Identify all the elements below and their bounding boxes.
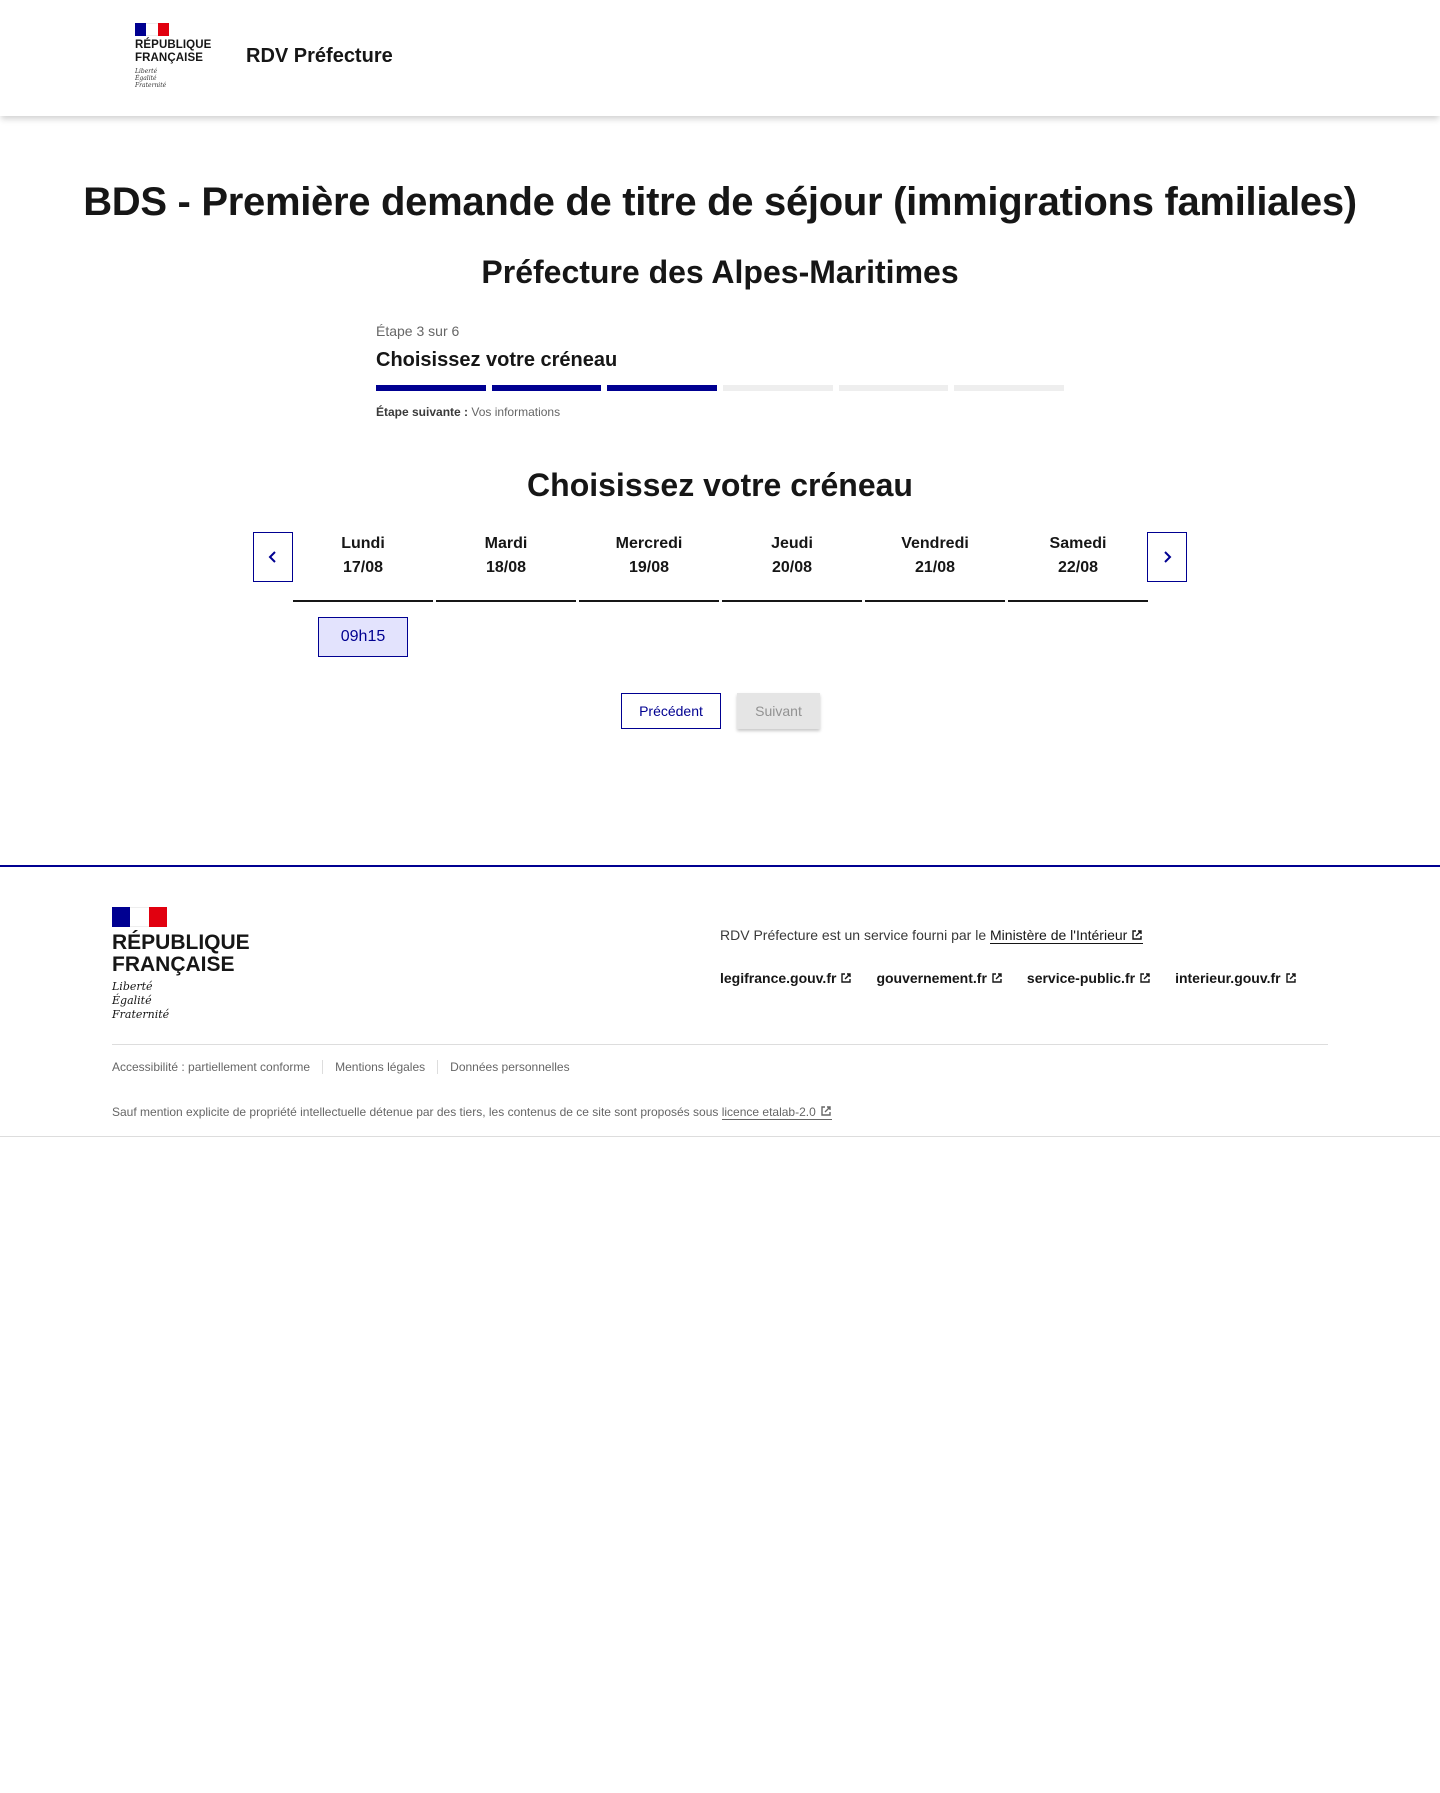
step-bar-2 — [492, 385, 602, 391]
footer-link-service-public[interactable]: service-public.fr — [1027, 970, 1151, 986]
step-next-value: Vos informations — [471, 405, 561, 419]
step-bar-1 — [376, 385, 486, 391]
footer-external-links — [720, 970, 1297, 986]
calendar-day-date: 19/08 — [628, 559, 670, 576]
footer-logo-text-line1: RÉPUBLIQUE — [112, 931, 250, 954]
external-link-icon — [840, 972, 852, 984]
step-next-label: Étape suivante : — [376, 405, 469, 419]
logo-text-line1: RÉPUBLIQUE — [135, 39, 212, 51]
external-link-icon — [1285, 972, 1297, 984]
external-link-icon — [1139, 972, 1151, 984]
footer-legal-text: Sauf mention explicite de propriété intellectuelle détenue par des tiers, les contenus de ce site sont proposés sous — [112, 1105, 719, 1119]
footer-bottom-link[interactable]: Accessibilité : partiellement conforme — [112, 1060, 311, 1074]
marianne-flag-icon — [135, 23, 169, 36]
site-name[interactable]: RDV Préfecture — [246, 45, 393, 67]
chevron-right-icon — [1160, 550, 1174, 564]
footer-logo-motto: Liberté Égalité Fraternité — [112, 980, 170, 1021]
calendar-day-date: 18/08 — [485, 559, 527, 576]
stepper — [376, 323, 1064, 419]
marianne-flag-icon — [112, 907, 167, 927]
footer-link-interieur[interactable]: interieur.gouv.fr — [1175, 970, 1297, 986]
footer-bottom-links — [112, 1060, 582, 1074]
footer-description-text: RDV Préfecture est un service fourni par le — [720, 927, 987, 943]
calendar-day-column — [293, 532, 433, 602]
calendar-day-name: Jeudi — [771, 535, 813, 552]
calendar-day-name: Lundi — [341, 535, 385, 552]
licence-etalab-link[interactable]: licence etalab-2.0 — [722, 1105, 832, 1120]
step-bar-5 — [839, 385, 949, 391]
footer-link-gouvernement[interactable]: gouvernement.fr — [876, 970, 1002, 986]
footer-description — [720, 927, 1143, 943]
calendar-day-name: Vendredi — [901, 535, 969, 552]
footer-legal-notice — [112, 1105, 832, 1119]
footer-bottom-link[interactable]: Mentions légales — [322, 1060, 437, 1074]
step-bar-6 — [954, 385, 1064, 391]
page-title: BDS - Première demande de titre de séjour (immigrations familiales) — [83, 180, 1357, 224]
footer-logo-text-line2: FRANÇAISE — [112, 953, 235, 976]
step-bar-4 — [723, 385, 833, 391]
next-button-disabled: Suivant — [737, 693, 820, 729]
site-header — [0, 0, 1440, 116]
footer-bottom-link[interactable]: Données personnelles — [437, 1060, 581, 1074]
step-count: Étape 3 sur 6 — [376, 323, 460, 339]
ministere-interieur-link[interactable]: Ministère de l'Intérieur — [990, 927, 1143, 944]
calendar-day-column — [579, 532, 719, 602]
calendar-day-column — [1008, 532, 1148, 602]
calendar-day-date: 22/08 — [1057, 559, 1099, 576]
logo-text-line2: FRANÇAISE — [135, 52, 203, 64]
footer-link-legifrance[interactable]: legifrance.gouv.fr — [720, 970, 852, 986]
time-slot-button[interactable]: 09h15 — [318, 617, 408, 657]
external-link-icon — [820, 1105, 832, 1117]
calendar-next-button[interactable] — [1147, 532, 1187, 582]
previous-button[interactable]: Précédent — [621, 693, 721, 729]
republique-francaise-logo[interactable] — [135, 23, 225, 89]
footer-divider — [112, 1044, 1328, 1045]
calendar-day-date: 20/08 — [771, 559, 813, 576]
calendar-day-name: Mercredi — [615, 535, 683, 552]
section-title: Choisissez votre créneau — [527, 467, 913, 503]
footer-republique-francaise-logo[interactable] — [112, 907, 250, 1022]
logo-motto: Liberté Égalité Fraternité — [135, 68, 167, 89]
calendar-day-column — [722, 532, 862, 602]
calendar-day-column — [436, 532, 576, 602]
external-link-icon — [1131, 929, 1143, 941]
calendar-day-name: Mardi — [484, 535, 528, 552]
step-next — [376, 405, 1064, 419]
calendar-day-name: Samedi — [1049, 535, 1107, 552]
external-link-icon — [991, 972, 1003, 984]
site-footer — [0, 865, 1440, 1137]
calendar-day-date: 17/08 — [342, 559, 384, 576]
calendar-day-date: 21/08 — [914, 559, 956, 576]
calendar-day-column — [865, 532, 1005, 602]
step-progress-bars — [376, 385, 1064, 391]
chevron-left-icon — [266, 550, 280, 564]
calendar-prev-button[interactable] — [253, 532, 293, 582]
step-title: Choisissez votre créneau — [376, 349, 618, 371]
step-bar-3 — [607, 385, 717, 391]
page-subtitle: Préfecture des Alpes-Maritimes — [481, 254, 959, 290]
